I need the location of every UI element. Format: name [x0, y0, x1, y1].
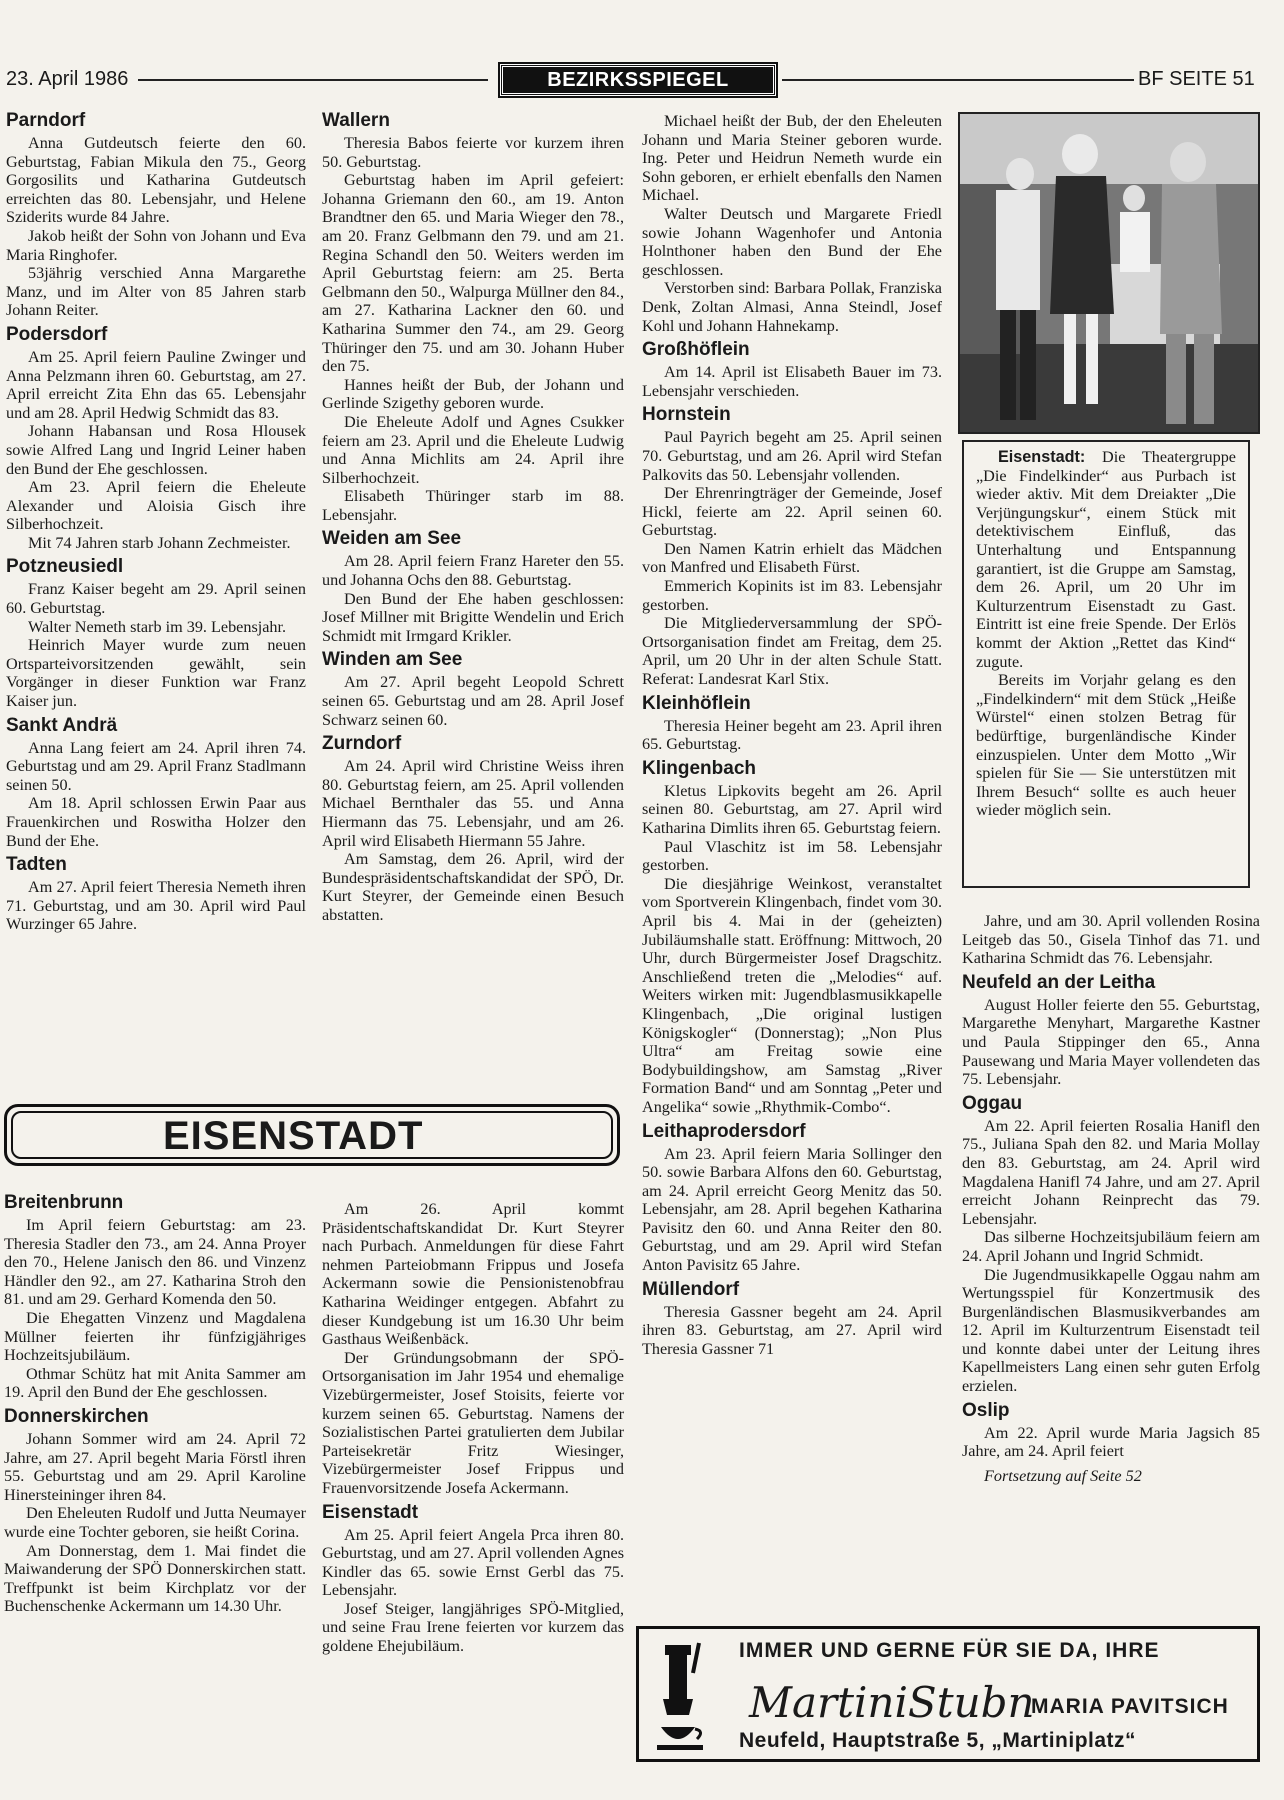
heading-winden-am-see: Winden am See — [322, 649, 463, 671]
paragraph: Der Ehrenringträger der Gemeinde, Josef Hickl, feierte am 22. April seinen 60. Geburtstag. — [642, 484, 942, 540]
photo-caption — [962, 440, 1250, 888]
paragraph: Am 18. April schlossen Erwin Paar aus Frauenkirchen und Roswitha Holzer den Bund der Ehe. — [6, 794, 306, 850]
paragraph: Michael heißt der Bub, der den Eheleuten Johann und Maria Steiner geboren wurde. Ing. Peter und Heidrun Nemeth wurde ein Sohn geboren, er erhielt ebenfalls den Namen Michael. — [642, 112, 942, 205]
paragraph: Franz Kaiser begeht am 29. April seinen 60. Geburtstag. — [6, 580, 306, 618]
paragraph: Mit 74 Jahren starb Johann Zechmeister. — [28, 533, 291, 552]
caption-lead: Eisenstadt: — [998, 448, 1086, 466]
heading-hornstein: Hornstein — [642, 404, 731, 426]
ad-logo: MartiniStubn — [749, 1678, 1035, 1727]
paragraph: Im April feiern Geburtstag: am 23. Theresia Stadler den 73., am 24. Anna Proyer den 70., Helene Janisch den 86. und Vinzenz Händler den 92., am 27. Katharina Stroh den 81. und am 29. Gerhard Komenda den 50. — [4, 1216, 306, 1309]
header-rule-right — [782, 79, 1134, 81]
paragraph: Die Mitgliederversammlung der SPÖ-Ortsorganisation findet am Freitag, dem 25. April, um 20 Uhr in der alten Schule Statt. Referat: Landesrat Karl Stix. — [642, 614, 942, 689]
heading-weiden-am-see: Weiden am See — [322, 528, 462, 550]
paragraph: Theresia Babos feierte vor kurzem ihren 50. Geburtstag. — [322, 134, 624, 171]
paragraph: Am 24. April wird Christine Weiss ihren 80. Geburtstag feiern, am 25. April vollenden Michael Bernthaler das 55. und Anna Hiermann das 75. Lebensjahr, und am 26. April wird Elisabeth Hiermann 55 Jahre. — [322, 757, 624, 850]
ad-owner: MARIA PAVITSICH — [1031, 1695, 1229, 1718]
column-3 — [642, 112, 942, 1358]
photo-image — [960, 114, 1260, 434]
paragraph: Johann Habansan und Rosa Hlousek sowie Alfred Lang und Ingrid Leiner haben den Bund der Ehe geschlossen. — [6, 422, 306, 478]
paragraph: Die Eheleute Adolf und Agnes Csukker feiern am 23. April und die Eheleute Ludwig und Anna Michlits am 24. April ihre Silberhochzeit. — [322, 412, 624, 487]
paragraph: Theresia Gassner begeht am 24. April ihren 83. Geburtstag, am 27. April wird Theresia Gassner 71 — [642, 1302, 942, 1358]
paragraph: Am 28. April feiern Franz Hareter den 55. und Johanna Ochs den 88. Geburtstag. — [322, 552, 624, 590]
paragraph: Jahre, und am 30. April vollenden Rosina Leitgeb das 50., Gisela Tinhof das 71. und Katharina Schmidt das 76. Lebensjahr. — [962, 912, 1260, 968]
caption-text: Die Theatergruppe „Die Findelkinder“ aus Purbach ist wieder aktiv. Mit dem Dreiakter „Die Verjüngungskur“, einem Stück mit detektivischem Einfluß, das Unterhaltung und Entspannung garantiert, ist die Gruppe am Samstag, dem 26. April, um 20 Uhr im Kulturzentrum Eisenstadt zu Gast. Eintritt ist eine freie Spende. Der Erlös kommt der Aktion „Rettet das Kind“ zugute. — [976, 448, 1236, 671]
paragraph: Den Namen Katrin erhielt das Mädchen von Manfred und Elisabeth Fürst. — [642, 539, 942, 577]
heading-leithaprodersdorf: Leithaprodersdorf — [642, 1120, 806, 1142]
heading-oslip: Oslip — [962, 1399, 1010, 1421]
page-number: BF SEITE 51 — [1138, 68, 1255, 90]
paragraph: Anna Gutdeutsch feierte den 60. Geburtstag, Fabian Mikula den 75., Georg Gorgosilits und Katharina Gutdeutsch erreichten das 80. Lebensjahr, und Helene Sziderits wurde 84 Jahre. — [6, 134, 306, 227]
paragraph: Kletus Lipkovits begeht am 26. April seinen 80. Geburtstag, am 27. April wird Katharina Dimlits ihren 65. Geburtstag feiern. — [642, 781, 942, 837]
paragraph: Am 27. April begeht Leopold Schrett seinen 65. Geburtstag und am 28. April Josef Schwarz seinen 60. — [322, 673, 624, 729]
district-banner — [4, 1104, 620, 1166]
heading-sankt-andra: Sankt Andrä — [6, 714, 118, 736]
paragraph: Elisabeth Thüringer starb im 88. Lebensjahr. — [322, 487, 624, 524]
paragraph: Jakob heißt der Sohn von Johann und Eva Maria Ringhofer. — [6, 226, 306, 264]
column-4 — [962, 912, 1260, 1485]
paragraph: Die Ehegatten Vinzenz und Magdalena Müllner feierten ihr fünfzigjähriges Hochzeitsjubiläum. — [4, 1308, 306, 1365]
paragraph: Die Jugendmusikkapelle Oggau nahm am Wertungsspiel für Konzertmusik des Burgenländischen Blasmusikverbandes am 12. April im Kulturzentrum Eisenstadt teil und konnte dabei unter der Leitung ihres Kapellmeisters Lang einen sehr guten Erfolg erzielen. — [962, 1265, 1260, 1396]
issue-date: 23. April 1986 — [6, 68, 129, 90]
paragraph: August Holler feierte den 55. Geburtstag, Margarethe Menyhart, Margarethe Kastner und Paula Stippinger den 65., Anna Pausewang und Maria Mayer vollendeten das 75. Lebensjahr. — [962, 995, 1260, 1089]
paragraph: Am 26. April kommt Präsidentschaftskandidat Dr. Kurt Steyrer nach Purbach. Anmeldungen für diese Fahrt nehmen Parteiobmann Frippus und Josefa Ackermann sowie die Pensionistenobfrau Katharina Weidinger entgegen. Abfahrt zu dieser Kundgebung ist um 16.30 Uhr beim Gasthaus Weißenbäck. — [322, 1200, 624, 1349]
heading-zurndorf: Zurndorf — [322, 733, 402, 755]
paragraph: 53jährig verschied Anna Margarethe Manz, und im Alter von 85 Jahren starb Johann Reiter. — [6, 264, 306, 320]
paragraph: Am 23. April feiern die Eheleute Alexander und Aloisia Gisch ihre Silberhochzeit. — [6, 478, 306, 534]
ad-slogan: IMMER UND GERNE FÜR SIE DA, IHRE — [739, 1639, 1160, 1662]
paragraph: Am Samstag, dem 26. April, wird der Bundespräsidentschaftskandidat der SPÖ, Dr. Kurt Steyrer, der Gemeinde einen Besuch abstatten. — [322, 850, 624, 924]
section-title: BEZIRKSSPIEGEL — [500, 64, 776, 96]
page-header — [6, 64, 1262, 100]
theater-group-photo — [958, 112, 1260, 434]
heading-grosshoeflein: Großhöflein — [642, 339, 750, 361]
paragraph: Hannes heißt der Bub, der Johann und Gerlinde Szigethy geboren wurde. — [322, 375, 624, 413]
paragraph: Am 22. April wurde Maria Jagsich 85 Jahre, am 24. April feiert — [962, 1423, 1260, 1461]
paragraph: Geburtstag haben im April gefeiert: Johanna Griemann den 60., am 19. Anton Brandtner den 65. und Maria Wieger den 78., am 20. Franz Gelbmann den 79. und am 21. Regina Schandl den 50. Weiters werden im April Geburtstag feiern: am 25. Berta Gelbmann den 50., Walpurga Müllner den 84., am 27. Katharina Lackner den 60. und Katharina Summer den 74., am 29. Georg Thüringer den 75. und am 30. Johann Huber den 75. — [322, 171, 624, 376]
paragraph: Josef Steiger, langjähriges SPÖ-Mitglied, und seine Frau Irene feierten vor kurzem das goldene Ehejubiläum. — [322, 1599, 624, 1656]
header-rule-left — [138, 79, 488, 81]
paragraph: Am 27. April feiert Theresia Nemeth ihren 71. Geburtstag, und am 30. April wird Paul Wurzinger 65 Jahre. — [6, 878, 306, 934]
paragraph: Am 25. April feiert Angela Prca ihren 80. Geburtstag, und am 27. April vollenden Agnes Kindler das 65. sowie Ernst Gerbl das 75. Lebensjahr. — [322, 1525, 624, 1600]
paragraph: Othmar Schütz hat mit Anita Sammer am 19. April den Bund der Ehe geschlossen. — [4, 1364, 306, 1402]
column-6 — [322, 1200, 624, 1656]
paragraph: Paul Vlaschitz ist im 58. Lebensjahr gestorben. — [642, 837, 942, 875]
paragraph: Walter Nemeth starb im 39. Lebensjahr. — [28, 617, 287, 636]
advertisement-martini-stubn — [636, 1626, 1260, 1762]
paragraph: Am 14. April ist Elisabeth Bauer im 73. Lebensjahr verschieden. — [642, 363, 942, 400]
heading-podersdorf: Podersdorf — [6, 323, 108, 345]
column-2 — [322, 106, 624, 925]
continued-note: Fortsetzung auf Seite 52 — [984, 1466, 1142, 1485]
heading-eisenstadt: Eisenstadt — [322, 1501, 419, 1523]
paragraph: Die diesjährige Weinkost, veranstaltet vom Sportverein Klingenbach, findet vom 30. April bis 4. Mai in der (geheizten) Jubiläumshalle statt. Eröffnung: Mittwoch, 20 Uhr, durch Bürgermeister Josef Dragschitz. Anschließend treten die „Melodies“ auf. Weiters wirken mit: Jugendblasmusikkapelle Klingenbach, „Die original lustigen Königskogler“ (Donnerstag); „Non Plus Ultra“ am Freitag sowie eine Bodybuildingshow, am Samstag „River Formation Band“ und am Sonntag „Peter und Angelika“ sowie „Rhythmik-Combo“. — [642, 874, 942, 1116]
paragraph: Am 23. April feiern Maria Sollinger den 50. sowie Barbara Alfons den 60. Geburtstag, am 24. April erreicht Georg Menitz das 50. Lebensjahr, am 28. April begehen Katharina Pavisitz den 60. und Anna Reiter den 80. Geburtstag, und am 29. April wird Stefan Anton Pavisitz 65 Jahre. — [642, 1144, 942, 1275]
paragraph: Heinrich Mayer wurde zum neuen Ortsparteivorsitzenden gewählt, sein Vorgänger in dieser Funktion war Franz Kaiser jun. — [6, 636, 306, 711]
column-1 — [6, 106, 306, 934]
caption-paragraph: Bereits im Vorjahr gelang es den „Findelkindern“ mit dem Stück „Heiße Würstel“ einen stolzen Betrag für bedürftige, burgenländische Kinder einzuspielen. Unter dem Motto „Wir spielen für Sie — Sie unterstützen mit Ihrem Besuch“ sollte es auch heuer wieder möglich sein. — [976, 671, 1236, 820]
paragraph: Emmerich Kopinits ist im 83. Lebensjahr gestorben. — [642, 577, 942, 614]
paragraph: Anna Lang feiert am 24. April ihren 74. Geburtstag und am 29. April Franz Stadlmann seinen 50. — [6, 738, 306, 794]
paragraph: Am 25. April feiern Pauline Zwinger und Anna Pelzmann ihren 60. Geburtstag, am 27. April erreicht Zita Ehn das 65. Lebensjahr und am 28. April Hedwig Schmidt das 83. — [6, 347, 306, 422]
paragraph: Das silberne Hochzeitsjubiläum feiern am 24. April Johann und Ingrid Schmidt. — [962, 1228, 1260, 1265]
district-banner-title: EISENSTADT — [11, 1111, 613, 1159]
paragraph: Am Donnerstag, dem 1. Mai findet die Maiwanderung der SPÖ Donnerskirchen statt. Treffpunkt ist beim Kirchplatz vor der Buchenschenke Ackermann um 14.30 Uhr. — [4, 1541, 306, 1616]
heading-wallern: Wallern — [322, 110, 390, 131]
ad-address: Neufeld, Hauptstraße 5, „Martiniplatz“ — [739, 1729, 1137, 1752]
paragraph: Paul Payrich begeht am 25. April seinen 70. Geburtstag, und am 26. April wird Stefan Palkovits das 50. Lebensjahr vollenden. — [642, 428, 942, 484]
paragraph: Walter Deutsch und Margarete Friedl sowie Johann Wagenhofer und Antonia Holnthoner haben den Bund der Ehe geschlossen. — [642, 204, 942, 279]
heading-muellendorf: Müllendorf — [642, 1278, 740, 1300]
caption-paragraph — [976, 448, 1236, 671]
paragraph: Johann Sommer wird am 24. April 72 Jahre, am 27. April begeht Maria Förstl ihren 55. Geburtstag und am 29. April Karoline Hinersteininger ihren 84. — [4, 1429, 306, 1504]
heading-oggau: Oggau — [962, 1092, 1023, 1114]
heading-kleinhoeflein: Kleinhöflein — [642, 692, 751, 714]
heading-neufeld: Neufeld an der Leitha — [962, 971, 1156, 993]
heading-breitenbrunn: Breitenbrunn — [4, 1192, 124, 1213]
paragraph: Den Eheleuten Rudolf und Jutta Neumayer wurde eine Tochter geboren, sie heißt Corina. — [4, 1504, 306, 1541]
paragraph: Den Bund der Ehe haben geschlossen: Josef Millner mit Brigitte Wendelin und Erich Schmidt mit Irmgard Krikler. — [322, 589, 624, 645]
heading-potzneusiedl: Potzneusiedl — [6, 556, 124, 578]
heading-klingenbach: Klingenbach — [642, 757, 757, 779]
paragraph: Verstorben sind: Barbara Pollak, Franziska Denk, Zoltan Almasi, Anna Steindl, Josef Kohl und Johann Hahnekamp. — [642, 279, 942, 335]
paragraph: Theresia Heiner begeht am 23. April ihren 65. Geburtstag. — [642, 716, 942, 754]
heading-parndorf: Parndorf — [6, 110, 86, 131]
column-5 — [4, 1188, 306, 1616]
paragraph: Am 22. April feierten Rosalia Hanifl den 75., Juliana Spah den 82. und Maria Mollay den 83. Geburtstag, am 24. April wird Magdalena Hanifl 74 Jahre, und am 27. April erreicht Johann Reinprecht das 79. Lebensjahr. — [962, 1116, 1260, 1228]
heading-tadten: Tadten — [6, 854, 67, 876]
heading-donnerskirchen: Donnerskirchen — [4, 1405, 149, 1427]
paragraph: Der Gründungsobmann der SPÖ-Ortsorganisation im Jahr 1954 und ehemalige Vizebürgermeister, Josef Stoisits, feierte vor kurzem seinen 65. Geburtstag. Namens der Sozialistischen Partei gratulierten dem Jubilar Parteisekretär Fritz Wiesinger, Vizebürgermeister Josef Frippus und Frauenvorsitzende Josefa Ackermann. — [322, 1348, 624, 1497]
coffee-cup-icon — [655, 1639, 715, 1755]
